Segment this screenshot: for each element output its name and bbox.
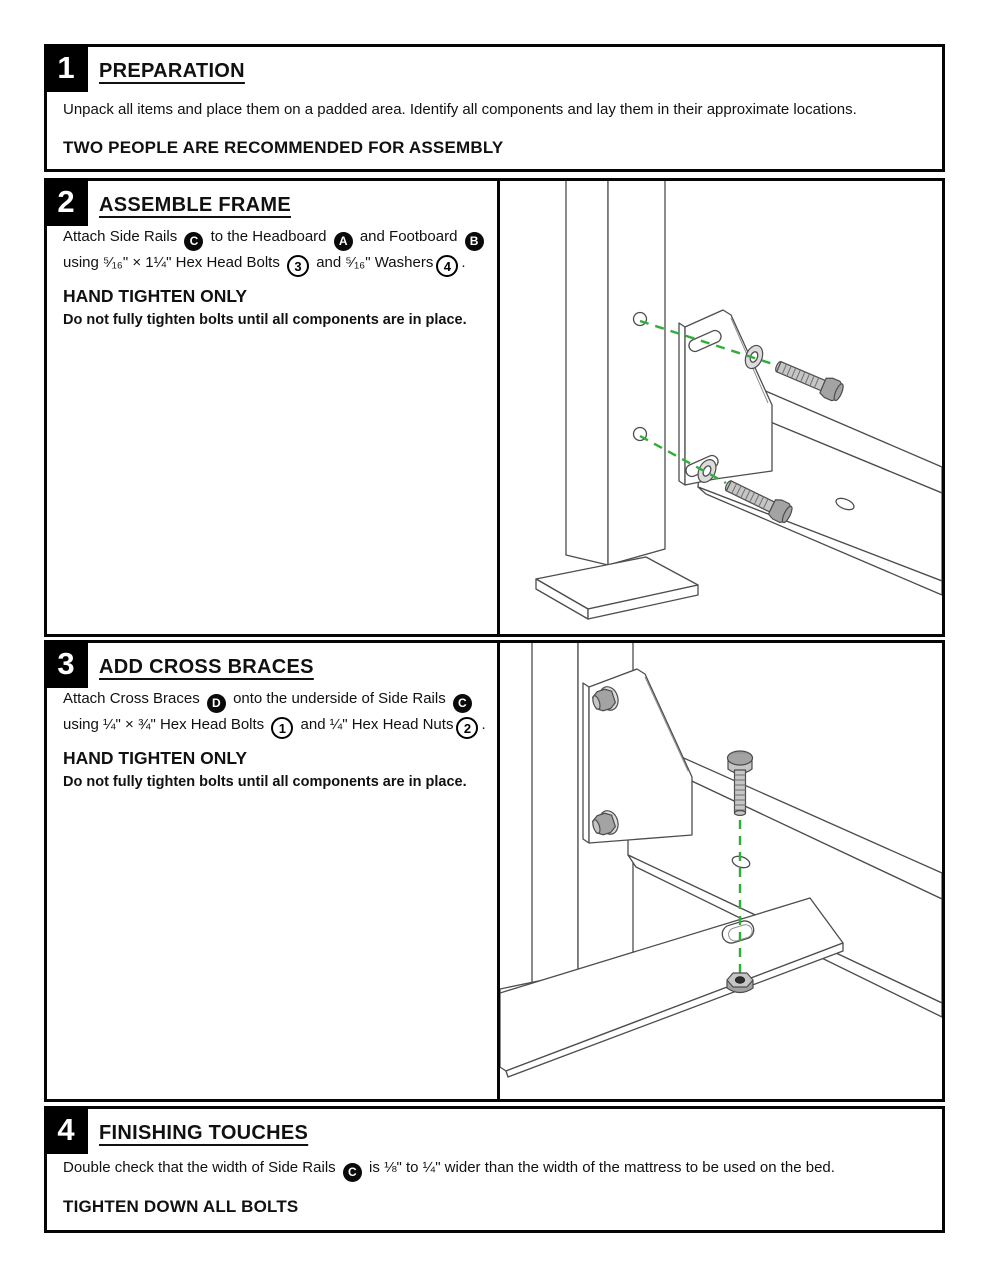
step3-illustration [500, 643, 942, 1099]
step1-note: TWO PEOPLE ARE RECOMMENDED FOR ASSEMBLY [63, 138, 504, 157]
step3-section [44, 640, 945, 1102]
step3-title: ADD CROSS BRACES [99, 656, 314, 678]
step3-warning-title: HAND TIGHTEN ONLY [63, 748, 248, 768]
step4-section [44, 1106, 945, 1233]
step1-number-badge: 1 [44, 44, 88, 92]
step1-section [44, 44, 945, 172]
hex-bolt-upper [772, 356, 845, 403]
part-badge-cross-braces: D [207, 694, 226, 713]
hardware-badge-hex-bolts: 3 [287, 255, 309, 277]
post-side-face [608, 181, 665, 565]
instruction-text: to the Headboard [210, 228, 327, 245]
step3-text-pane [47, 643, 500, 1099]
instruction-text: Attach Cross Braces [63, 690, 200, 707]
bracket-plate [685, 310, 772, 485]
instruction-text: using ¼" × ¾" Hex Head Bolts [63, 715, 265, 733]
step2-number-badge: 2 [44, 178, 88, 226]
frame-assembly-drawing [500, 181, 942, 634]
cross-brace-assembly-drawing [500, 643, 942, 1099]
step2-warning-title: HAND TIGHTEN ONLY [63, 286, 248, 306]
instruction-text: Double check that the width of Side Rails [63, 1159, 336, 1176]
step4-title: FINISHING TOUCHES [99, 1122, 309, 1144]
hex-nut [727, 973, 753, 993]
instruction-text: and ¼" Hex Head Nuts [300, 715, 454, 733]
step2-instruction [63, 225, 487, 277]
step4-note: TIGHTEN DOWN ALL BOLTS [63, 1197, 299, 1216]
step4-body [63, 1157, 929, 1182]
hardware-badge-hex-bolts: 1 [271, 717, 293, 739]
instruction-text: Attach Side Rails [63, 228, 178, 245]
hardware-badge-hex-nuts: 2 [456, 717, 478, 739]
instruction-text: . [461, 253, 466, 271]
post-front-face [532, 643, 578, 1015]
step3-instruction [63, 687, 487, 739]
step3-number-badge: 3 [44, 640, 88, 688]
part-badge-side-rails: C [453, 694, 472, 713]
instruction-text: . [481, 715, 486, 733]
step2-illustration [500, 181, 942, 634]
instruction-text: and Footboard [359, 228, 458, 245]
step3-warning-body: Do not fully tighten bolts until all components are in place. [63, 774, 467, 790]
bracket-edge [583, 683, 589, 843]
part-badge-side-rails: C [184, 232, 203, 251]
part-badge-side-rails: C [343, 1163, 362, 1182]
step2-warning-body: Do not fully tighten bolts until all components are in place. [63, 312, 467, 328]
step2-text-pane [47, 181, 500, 634]
step1-title: PREPARATION [99, 60, 245, 82]
step4-number-badge: 4 [44, 1106, 88, 1154]
instruction-text: and ⁵⁄₁₆" Washers [316, 253, 434, 271]
hardware-badge-washers: 4 [436, 255, 458, 277]
instruction-text: using ⁵⁄₁₆" × 1¼" Hex Head Bolts [63, 253, 280, 271]
part-badge-headboard: A [334, 232, 353, 251]
part-badge-footboard: B [465, 232, 484, 251]
step2-title: ASSEMBLE FRAME [99, 194, 291, 216]
post-front-face [566, 181, 608, 565]
step1-body: Unpack all items and place them on a padded area. Identify all components and lay them in their approximate locations. [63, 101, 857, 118]
instruction-text: onto the underside of Side Rails [233, 690, 446, 707]
step2-section [44, 178, 945, 637]
instruction-text: is ⅛" to ¼" wider than the width of the mattress to be used on the bed. [369, 1159, 835, 1176]
